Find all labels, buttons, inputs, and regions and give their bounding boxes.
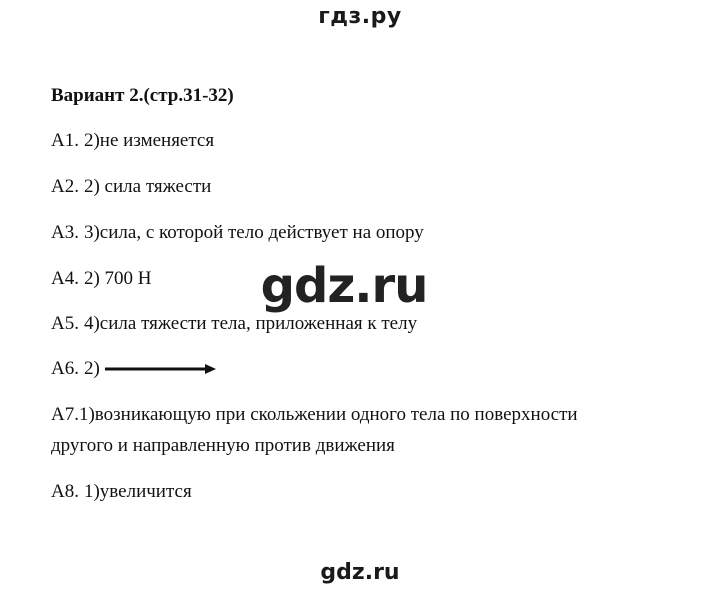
answer-a2 (51, 176, 211, 198)
answer-text: 2) (83, 358, 100, 379)
answer-number: A5. (51, 313, 79, 334)
site-footer: gdz.ru (320, 560, 400, 585)
answer-text: 4)сила тяжести тела, приложенная к телу (83, 313, 418, 334)
answer-text: 1)увеличится (83, 481, 192, 502)
answer-a4 (51, 268, 152, 290)
answer-number: A2. (51, 176, 79, 197)
answer-number: A1. (51, 130, 79, 151)
answer-number: A3. (51, 222, 79, 243)
right-arrow-icon (105, 362, 217, 376)
answer-text-continued: другого и направленную против движения (51, 435, 395, 456)
answer-a3 (51, 222, 424, 244)
answer-a1 (51, 130, 214, 152)
answer-text: 3)сила, с которой тело действует на опору (83, 222, 424, 243)
answer-number: A6. (51, 358, 79, 379)
answer-a8 (51, 481, 192, 503)
site-header: гдз.ру (318, 4, 402, 29)
answer-text: 1)возникающую при скольжении одного тела по поверхности (78, 404, 578, 425)
page-title: Вариант 2.(стр.31-32) (51, 85, 234, 106)
answer-text: 2) сила тяжести (83, 176, 212, 197)
answer-text: 2) 700 Н (83, 268, 152, 289)
answer-a7 (51, 399, 578, 461)
watermark: gdz.ru (260, 258, 428, 314)
answer-number: A7. (51, 404, 79, 425)
answer-number: A8. (51, 481, 79, 502)
answer-text: 2)не изменяется (83, 130, 215, 151)
answer-a5 (51, 313, 417, 335)
answer-number: A4. (51, 268, 79, 289)
answer-a6 (51, 358, 217, 380)
